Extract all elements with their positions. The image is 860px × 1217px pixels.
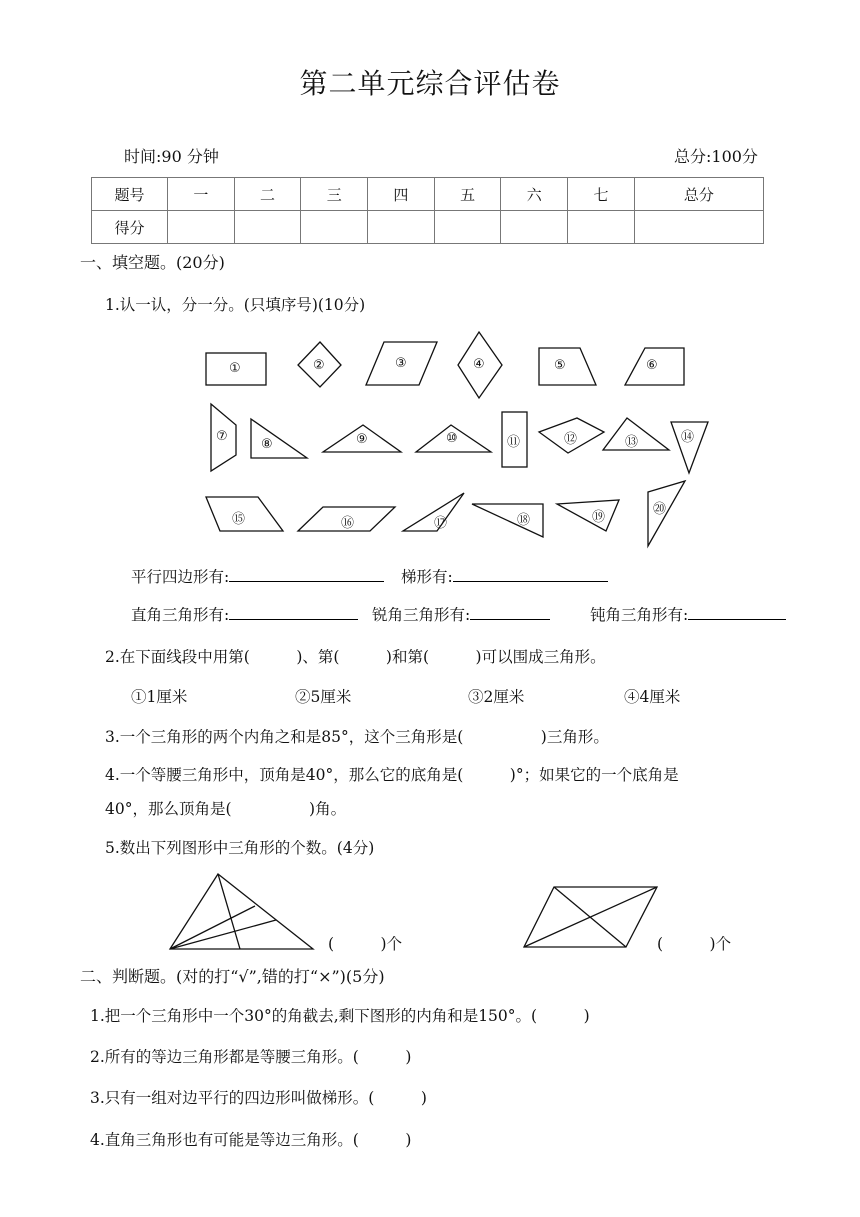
shape-label: ⑦	[216, 429, 228, 444]
q2-option: ④4厘米	[624, 688, 681, 706]
q2-option: ②5厘米	[295, 688, 352, 706]
shape-label: ⑩	[446, 431, 458, 446]
shape-label: ①	[229, 361, 241, 376]
shape-label: ⑧	[261, 437, 273, 452]
acute-triangle-label: 锐角三角形有:	[372, 606, 471, 624]
shape-label: ⑤	[554, 358, 566, 373]
shape-label: ⑰	[434, 516, 448, 531]
right-triangle-label: 直角三角形有:	[131, 606, 230, 624]
header-cell: 一	[168, 178, 235, 211]
question-1: 1.认一认，分一分。(只填序号)(10分)	[105, 296, 366, 314]
q2-option: ③2厘米	[468, 688, 525, 706]
shape-label: ⑫	[564, 432, 578, 447]
header-cell: 题号	[92, 178, 168, 211]
header-cell: 二	[234, 178, 301, 211]
shape-label: ⑭	[681, 430, 695, 445]
shape-label: ⑨	[356, 432, 368, 447]
shape-label: ⑮	[232, 512, 246, 527]
header-cell: 四	[368, 178, 435, 211]
header-cell: 六	[501, 178, 568, 211]
shape-label: ③	[395, 356, 407, 371]
time-label: 时间:90 分钟	[124, 147, 219, 166]
total-score-label: 总分:100分	[674, 147, 758, 166]
shape-label: ②	[313, 358, 325, 373]
trapezoid-label: 梯形有:	[401, 568, 453, 586]
q2-option: ①1厘米	[131, 688, 188, 706]
score-row-label: 得分	[92, 211, 168, 244]
q5-parallelogram-figure	[524, 887, 657, 947]
question-2: 2.在下面线段中用第( )、第( )和第( )可以围成三角形。	[105, 648, 606, 666]
shape-label: ⑬	[625, 435, 639, 450]
question-5: 5.数出下列图形中三角形的个数。(4分)	[105, 839, 375, 857]
obtuse-triangle-label: 钝角三角形有:	[590, 606, 689, 624]
question-3: 3.一个三角形的两个内角之和是85°，这个三角形是( )三角形。	[105, 728, 609, 746]
header-cell: 总分	[634, 178, 763, 211]
parallelogram-label: 平行四边形有:	[131, 568, 230, 586]
judgment-item: 1.把一个三角形中一个30°的角截去,剩下图形的内角和是150°。( )	[90, 1007, 590, 1025]
shape-label: ④	[473, 357, 485, 372]
header-cell: 七	[568, 178, 635, 211]
judgment-item: 3.只有一组对边平行的四边形叫做梯形。( )	[90, 1089, 427, 1107]
q5-triangle-figure	[170, 874, 313, 949]
shape-label: ⑳	[653, 502, 667, 517]
shape-label: ⑥	[646, 358, 658, 373]
q5-answer-2: ( )个	[657, 935, 732, 953]
header-cell: 三	[301, 178, 368, 211]
q5-answer-1: ( )个	[328, 935, 403, 953]
shape-label: ⑯	[341, 516, 355, 531]
judgment-item: 4.直角三角形也有可能是等边三角形。( )	[90, 1131, 412, 1149]
question-4-line-2: 40°，那么顶角是( )角。	[105, 800, 347, 818]
section2-heading: 二、判断题。(对的打“√”,错的打“×”)(5分)	[80, 967, 385, 986]
section1-heading: 一、填空题。(20分)	[80, 253, 225, 272]
shape-label: ⑪	[507, 435, 521, 450]
page-title: 第二单元综合评估卷	[299, 67, 561, 100]
judgment-item: 2.所有的等边三角形都是等腰三角形。( )	[90, 1048, 412, 1066]
shape-label: ⑱	[517, 513, 531, 528]
question-4-line-1: 4.一个等腰三角形中，顶角是40°，那么它的底角是( )°；如果它的一个底角是	[105, 766, 679, 784]
header-cell: 五	[434, 178, 501, 211]
shape-label: ⑲	[592, 510, 606, 525]
